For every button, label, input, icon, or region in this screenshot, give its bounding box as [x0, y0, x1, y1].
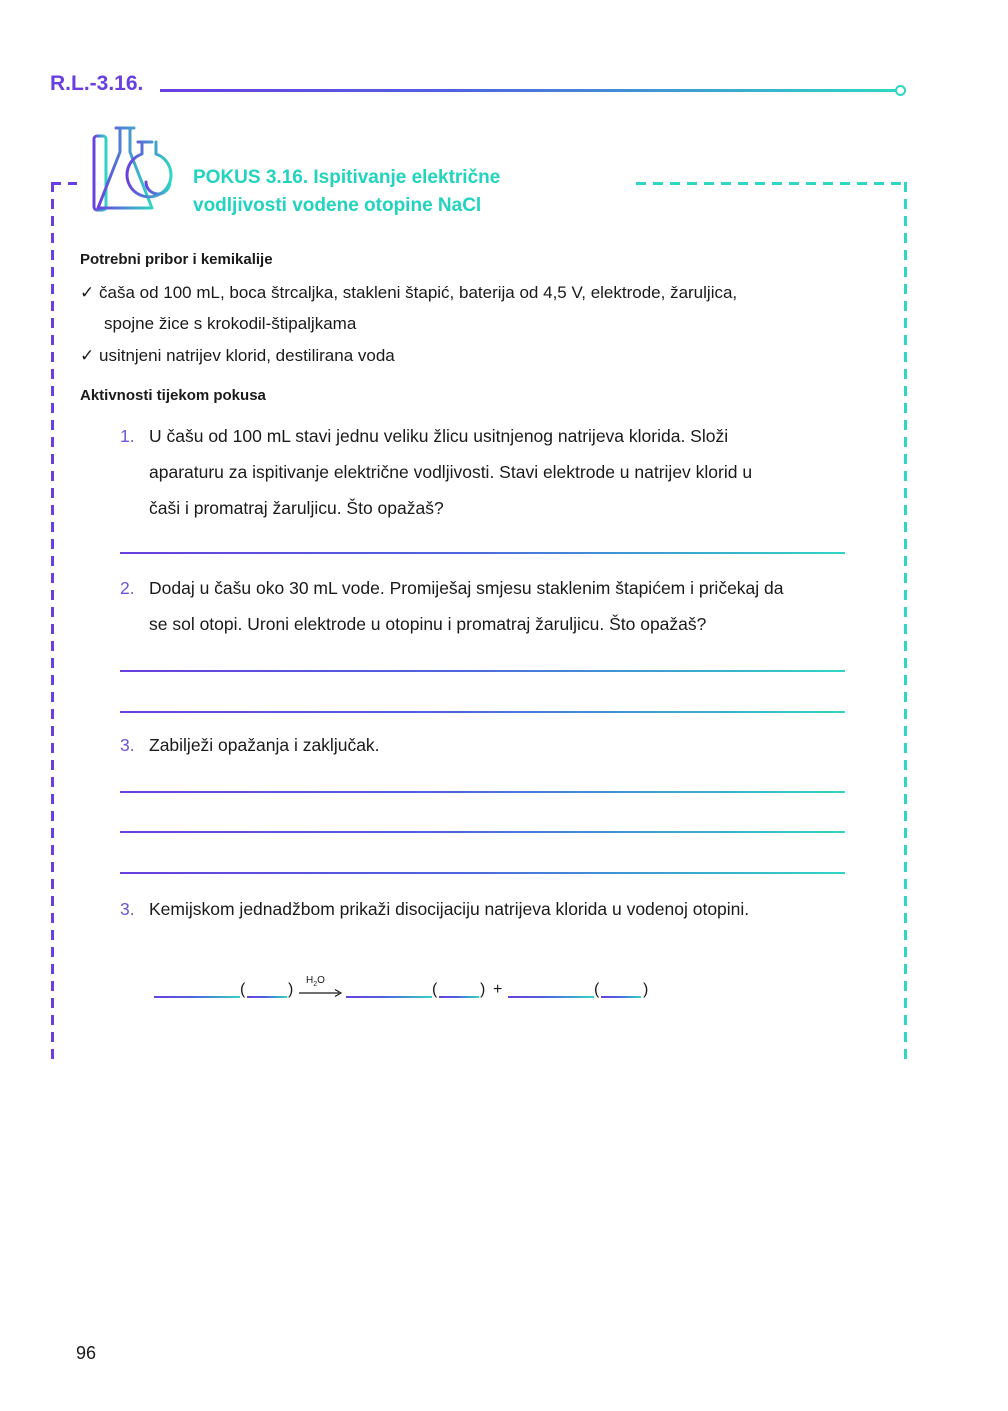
- equipment-item-2-text: usitnjeni natrijev klorid, destilirana voda: [98, 346, 395, 365]
- equipment-item-1-cont: spojne žice s krokodil-štipaljkama: [104, 314, 357, 333]
- answer-line[interactable]: [120, 791, 845, 793]
- step-text: U čašu od 100 mL stavi jednu veliku žlicu usitnjenog natrijeva klorida. Složi: [149, 426, 729, 446]
- step-number: 1.: [120, 426, 135, 446]
- step-text: se sol otopi. Uroni elektrode u otopinu i promatraj žaruljicu. Što opažaš?: [149, 614, 707, 634]
- step-1: [120, 418, 752, 526]
- equation-paren-open: (: [240, 981, 246, 998]
- equation-paren-close: ): [288, 981, 294, 998]
- page-number: 96: [76, 1343, 97, 1363]
- answer-line[interactable]: [120, 552, 845, 554]
- equipment-item-1: [80, 277, 737, 308]
- step-text: Zabilježi opažanja i zaključak.: [149, 735, 380, 755]
- step-number: 2.: [120, 578, 135, 598]
- step-number: 3.: [120, 735, 135, 755]
- step-text: Dodaj u čašu oko 30 mL vode. Promiješaj smjesu staklenim štapićem i pričekaj da: [149, 578, 784, 598]
- step-text: Kemijskom jednadžbom prikaži disocijaciju natrijeva klorida u vodenoj otopini.: [149, 899, 750, 919]
- equation-blank-state[interactable]: [247, 996, 287, 998]
- answer-line[interactable]: [120, 711, 845, 713]
- experiment-title: [193, 164, 500, 220]
- equation-paren-close: ): [480, 981, 486, 998]
- equation-paren-open: (: [594, 981, 600, 998]
- check-icon: ✓: [80, 283, 95, 302]
- reaction-arrow-icon: [299, 988, 343, 998]
- step-text: aparaturu za ispitivanje električne vodljivosti. Stavi elektrode u natrijev klorid u: [149, 462, 753, 482]
- equation-paren-close: ): [643, 981, 649, 998]
- step-3: [120, 727, 380, 763]
- equipment-item-2: [80, 340, 395, 371]
- header-rule-end-dot: [895, 85, 906, 96]
- lab-flask-icon: [86, 124, 186, 216]
- experiment-title-line1: POKUS 3.16. Ispitivanje električne: [193, 167, 501, 188]
- header-rule: [160, 89, 896, 92]
- equipment-heading: Potrebni pribor i kemikalije: [80, 251, 273, 268]
- equation-blank-state[interactable]: [439, 996, 479, 998]
- equation-plus: +: [493, 981, 503, 998]
- check-icon: ✓: [80, 346, 95, 365]
- equation-blank-product-1[interactable]: [346, 996, 432, 998]
- answer-line[interactable]: [120, 872, 845, 874]
- activities-heading: Aktivnosti tijekom pokusa: [80, 387, 266, 404]
- equation-blank-product-2[interactable]: [508, 996, 594, 998]
- reference-label: R.L.-3.16.: [50, 72, 144, 95]
- step-number: 3.: [120, 899, 135, 919]
- reaction-condition: $H_2O$: [306, 975, 325, 988]
- equation-blank-reactant[interactable]: [154, 996, 240, 998]
- step-text: čaši i promatraj žaruljicu. Što opažaš?: [149, 498, 444, 518]
- answer-line[interactable]: [120, 831, 845, 833]
- equipment-item-1-text: čaša od 100 mL, boca štrcaljka, stakleni štapić, baterija od 4,5 V, elektrode, žaruljica,: [98, 283, 738, 302]
- answer-line[interactable]: [120, 670, 845, 672]
- step-4: [120, 891, 749, 927]
- step-2: [120, 570, 784, 642]
- equation-blank-state[interactable]: [601, 996, 641, 998]
- equation-paren-open: (: [432, 981, 438, 998]
- experiment-title-line2: vodljivosti vodene otopine NaCl: [193, 195, 482, 216]
